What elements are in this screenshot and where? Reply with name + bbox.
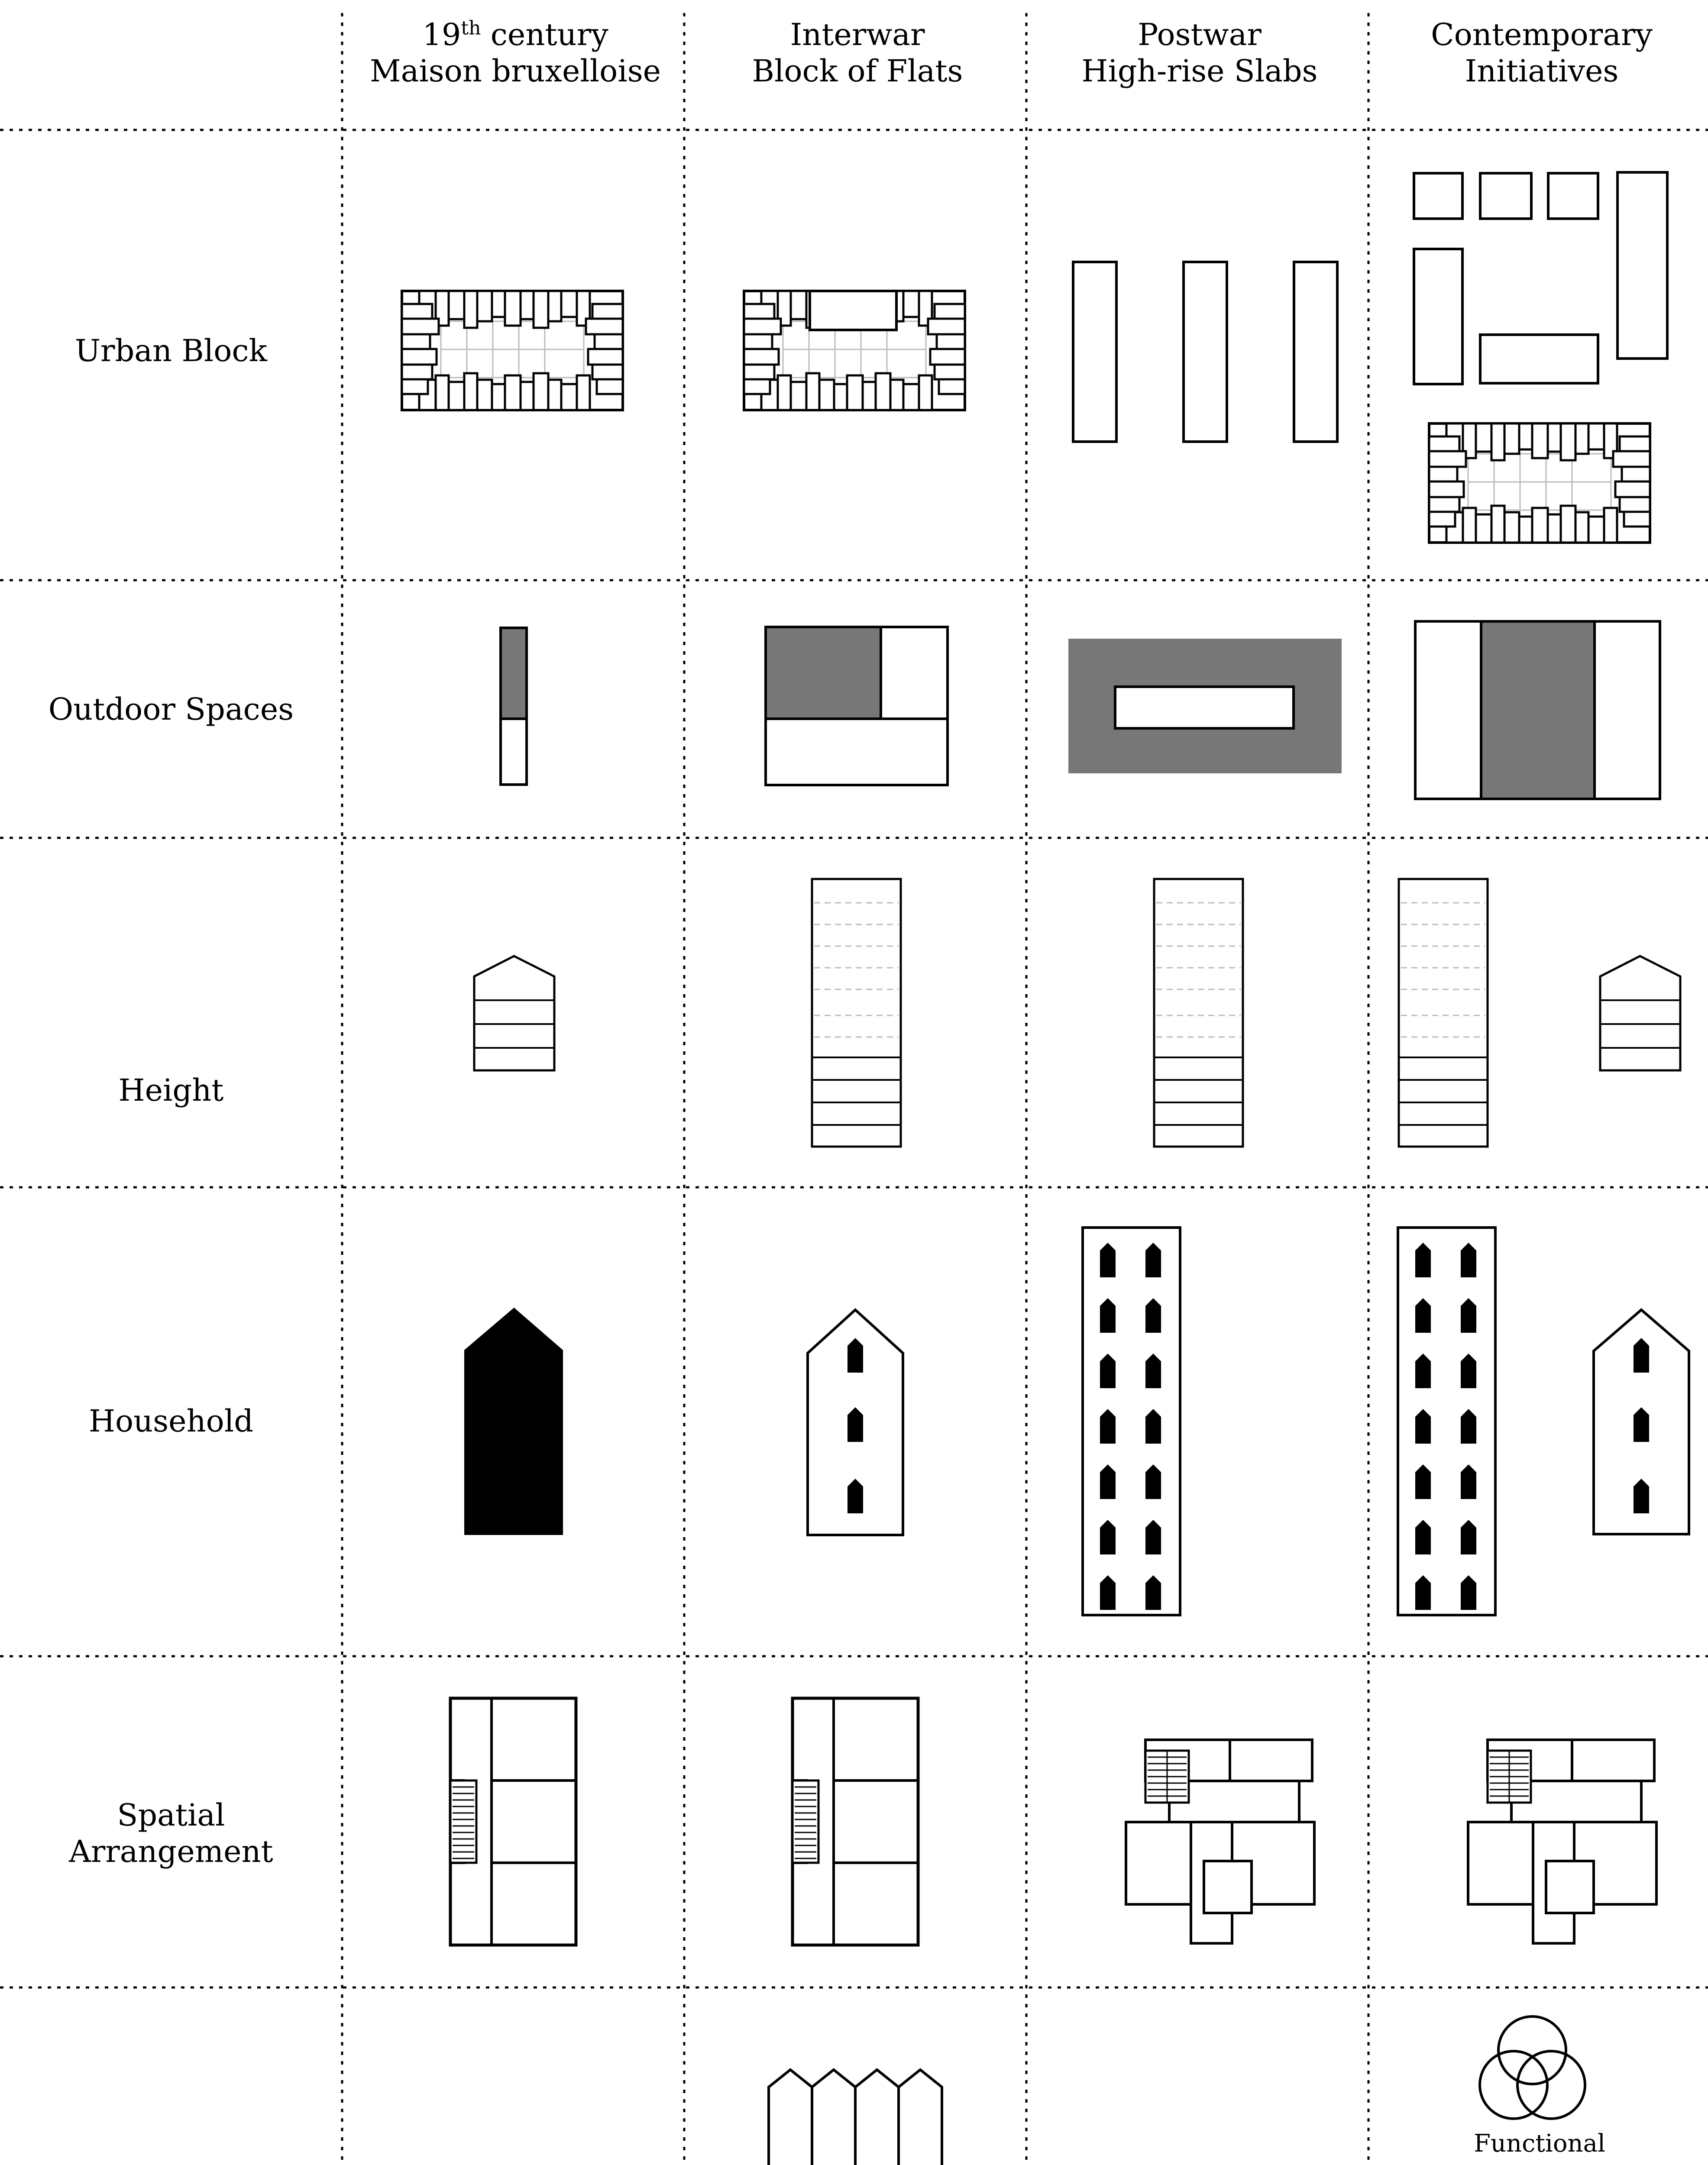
height-postwar bbox=[1154, 879, 1243, 1147]
row-header-height: Height bbox=[118, 1073, 224, 1108]
spatial-interwar bbox=[793, 1698, 918, 1945]
height-contemporary bbox=[1399, 879, 1680, 1147]
column-header-contemporary: Contemporary Initiatives bbox=[1431, 17, 1653, 89]
row-header-urban-block: Urban Block bbox=[75, 333, 267, 368]
outdoor-postwar bbox=[1070, 640, 1340, 772]
spatial-19th-century bbox=[450, 1698, 576, 1945]
mix-caption-c4-functional: Functional bbox=[1474, 2129, 1605, 2158]
spatial-postwar bbox=[1126, 1740, 1314, 1943]
column-header-interwar: Interwar Block of Flats bbox=[752, 17, 963, 89]
urban-block-19th-century bbox=[402, 291, 623, 410]
height-19th-century bbox=[474, 956, 554, 1070]
household-contemporary bbox=[1398, 1228, 1689, 1615]
row-header-outdoor-spaces: Outdoor Spaces bbox=[48, 692, 294, 727]
height-interwar bbox=[812, 879, 901, 1147]
urban-block-interwar bbox=[744, 291, 965, 410]
spatial-contemporary bbox=[1468, 1740, 1656, 1943]
column-header-postwar: Postwar High-rise Slabs bbox=[1081, 17, 1318, 89]
household-19th-century bbox=[464, 1308, 563, 1535]
urban-block-contemporary bbox=[1414, 172, 1667, 543]
mix-proximity-interwar bbox=[769, 2070, 942, 2165]
outdoor-contemporary bbox=[1415, 621, 1660, 799]
outdoor-19th-century bbox=[501, 628, 527, 785]
row-header-spatial-arrangement: Spatial Arrangement bbox=[69, 1797, 273, 1869]
outdoor-interwar bbox=[766, 627, 948, 785]
urban-block-postwar bbox=[1073, 262, 1337, 442]
column-header-19th-century: 19th century Maison bruxelloise bbox=[369, 17, 661, 89]
mix-functional-contemporary bbox=[1480, 2016, 1585, 2119]
household-postwar bbox=[1083, 1228, 1180, 1615]
row-header-household: Household bbox=[88, 1403, 254, 1439]
household-interwar bbox=[808, 1310, 903, 1535]
